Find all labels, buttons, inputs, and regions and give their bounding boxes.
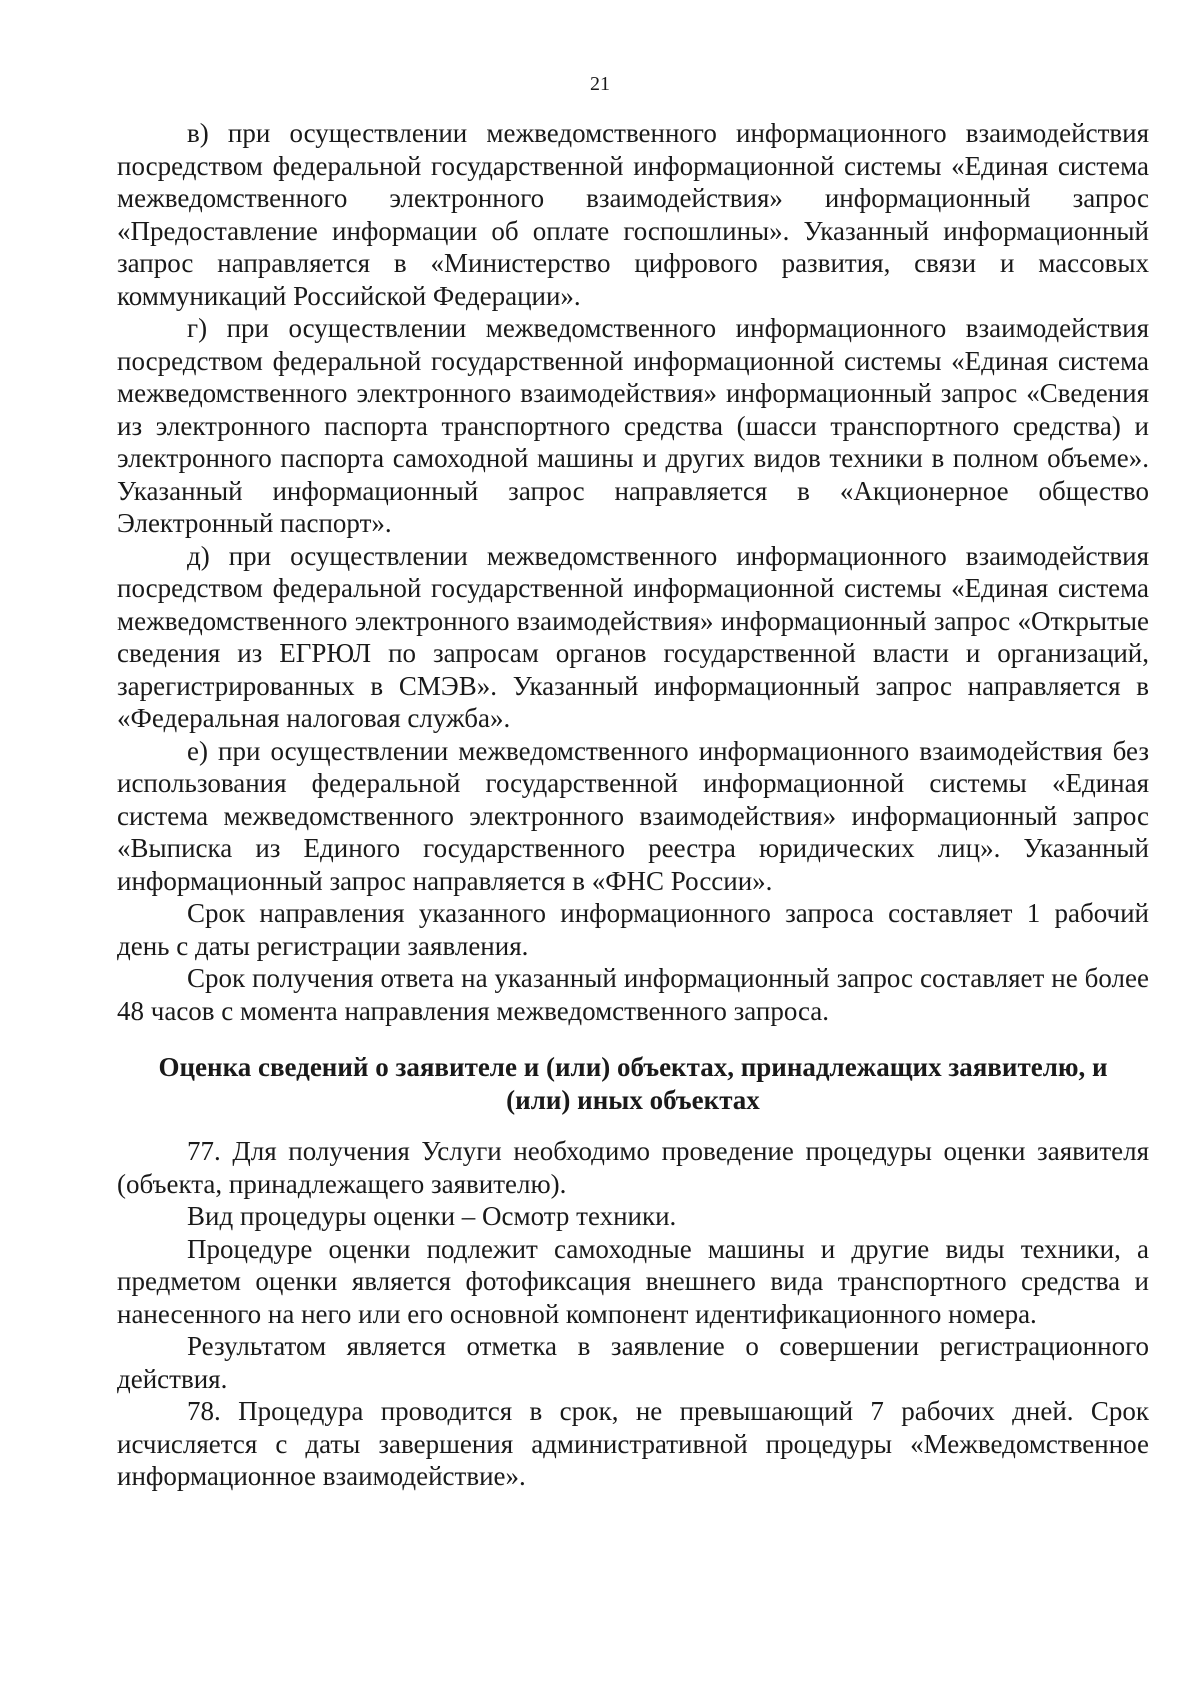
page-content — [117, 117, 1149, 1493]
section-heading: Оценка сведений о заявителе и (или) объектах, принадлежащих заявителю, и (или) иных объектах — [158, 1052, 1108, 1115]
paragraph-assessment-subject: Процедуре оценки подлежит самоходные машины и другие виды техники, а предметом оценки является фотофиксация внешнего вида транспортного средства и нанесенного на него или его основной компонент идентификационного номера. — [117, 1233, 1149, 1329]
paragraph-result: Результатом является отметка в заявление о совершении регистрационного действия. — [117, 1331, 1149, 1394]
paragraph-assessment-type: Вид процедуры оценки – Осмотр техники. — [187, 1201, 677, 1231]
paragraph-request-send-term: Срок направления указанного информационного запроса составляет 1 рабочий день с даты регистрации заявления. — [117, 898, 1149, 961]
paragraph-78: 78. Процедура проводится в срок, не превышающий 7 рабочих дней. Срок исчисляется с даты завершения административной процедуры «Межведомственное информационное взаимодействие». — [117, 1396, 1149, 1491]
paragraph-e: е) при осуществлении межведомственного информационного взаимодействия без использования федеральной государственной информационной системы «Единая система межведомственного электронного взаимодействия» информационный запрос «Выписка из Единого государственного реестра юридических лиц». Указанный информационный запрос направляется в «ФНС России». — [117, 735, 1149, 896]
paragraph-g: г) при осуществлении межведомственного информационного взаимодействия посредством федеральной государственной информационной системы «Единая система межведомственного электронного взаимодействия» информационный запрос «Сведения из электронного паспорта транспортного средства (шасси транспортного средства) и электронного паспорта самоходной машины и других видов техники в полном объеме». Указанный информационный запрос направляется в «Акционерное общество Электронный паспорт». — [117, 313, 1149, 538]
page-number: 21 — [590, 73, 610, 95]
paragraph-v: в) при осуществлении межведомственного информационного взаимодействия посредством федеральной государственной информационной системы «Единая система межведомственного электронного взаимодействия» информационный запрос «Предоставление информации об оплате госпошлины». Указанный информационный запрос направляется в «Министерство цифрового развития, связи и массовых коммуникаций Российской Федерации». — [117, 118, 1149, 311]
paragraph-d: д) при осуществлении межведомственного информационного взаимодействия посредством федеральной государственной информационной системы «Единая система межведомственного электронного взаимодействия» информационный запрос «Открытые сведения из ЕГРЮЛ по запросам органов государственной власти и организаций, зарегистрированных в СМЭВ». Указанный информационный запрос направляется в «Федеральная налоговая служба». — [117, 540, 1149, 733]
paragraph-response-term: Срок получения ответа на указанный информационный запрос составляет не более 48 часов с момента направления межведомственного запроса. — [117, 963, 1149, 1026]
paragraph-77: 77. Для получения Услуги необходимо проведение процедуры оценки заявителя (объекта, принадлежащего заявителю). — [117, 1136, 1149, 1199]
